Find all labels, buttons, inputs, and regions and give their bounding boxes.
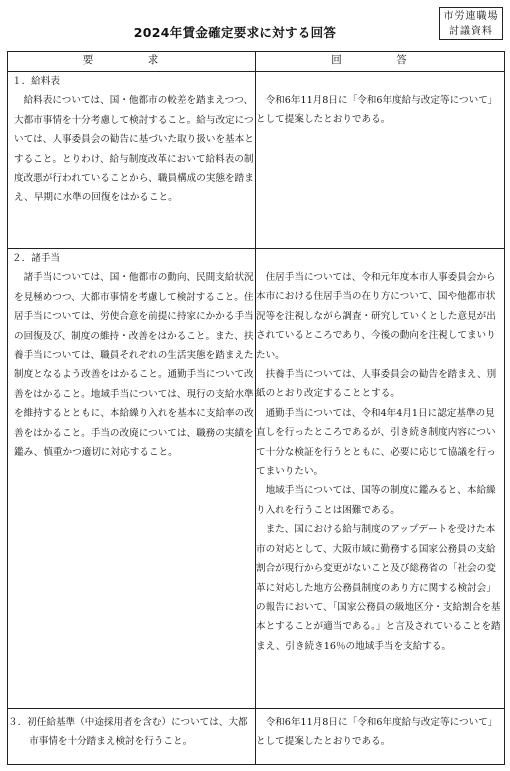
request-column-header: 要 求 (8, 52, 256, 72)
stamp-line-1: 市労連職場 (443, 11, 499, 22)
answer-cell (256, 709, 505, 765)
answer-paragraph: 地域手当については、国等の制度に鑑みると、本給繰り入れを行うことは困難である。 (256, 485, 496, 516)
answer-paragraph: 扶養手当については、人事委員会の勧告を踏まえ、別紙のとおり改定することとする。 (256, 369, 497, 400)
answer-paragraph: 住居手当については、令和元年度本市人事委員会から本市における住居手当の在り方について、国や他都市状況等を注視しながら調査・研究していくとした意見が出されているところであり、今後の動向を注視してまいりたい。 (256, 272, 496, 361)
answer-paragraph: また、国における給与制度のアップデートを受けた本市の対応として、大阪市域に勤務する国家公務員の支給割合が現行から変更がないこと及び総務省の「社会の変革に対応した地方公務員制度のあり方に関する検討会」の報告において、「国家公務員の級地区分・支給割合を基本とすることが適当である。」と言及されていることを踏まえ、引き続き16％の地域手当を支給する。 (256, 524, 501, 652)
answer-paragraph: 通勤手当については、令和4年4月1日に認定基準の見直しを行ったところであるが、引き続き制度内容について十分な検証を行うとともに、必要に応じて協議を行ってまいりたい。 (256, 407, 496, 478)
request-cell (8, 709, 256, 765)
answer-cell (256, 72, 505, 249)
item-heading: １．給料表 (12, 76, 60, 87)
answer-paragraph: 令和6年11月8日に「令和6年度給与改定等について」として提案したとおりである。 (256, 95, 498, 126)
request-cell (8, 72, 256, 249)
item-heading: ２．諸手当 (12, 253, 60, 264)
item-heading: ３．初任給基準（中途採用者を含む）については、大都市事情を十分踏まえ検討を行うこと。 (8, 717, 248, 748)
table-row-starting-salary (8, 709, 505, 765)
answer-cell (256, 249, 505, 709)
request-cell (8, 249, 256, 709)
table-row-allowances (8, 249, 505, 709)
request-text: 諸手当については、国・他都市の動向、民間支給状況を見極めつつ、大都市事情を考慮して検討すること。住居手当については、労使合意を前提に持家にかかる手当の回復及び、制度の維持・改善をはかること。また、扶養手当については、職員それぞれの生活実態を踏まえた制度となるよう改善をはかること。通勤手当について改善をはかること。地域手当については、現行の支給水準を維持するとともに、本給繰り入れを基本に支給率の改善をはかること。手当の改廃については、職務の実績を鑑み、慎重かつ適切に対応すること。 (14, 272, 254, 459)
document-title: 2024年賃金確定要求に対する回答 (133, 25, 337, 40)
answer-paragraph: 令和6年11月8日に「令和6年度給与改定等について」として提案したとおりである。 (256, 717, 498, 748)
stamp-line-2: 討議資料 (449, 26, 493, 37)
request-text: 給料表については、国・他都市の較差を踏まえつつ、大都市事情を十分考慮して検討すること。給与改定については、人事委員会の勧告に基づいた取り扱いを基本とすること。とりわけ、給与制度改革において給料表の制度改悪が行われていることから、職員構成の実態を踏まえ、早期に水準の回復をはかること。 (14, 95, 254, 204)
table-row-salary-table (8, 72, 505, 249)
table-header-row (8, 52, 505, 72)
answer-column-header: 回 答 (256, 52, 505, 72)
request-answer-table (7, 51, 505, 765)
